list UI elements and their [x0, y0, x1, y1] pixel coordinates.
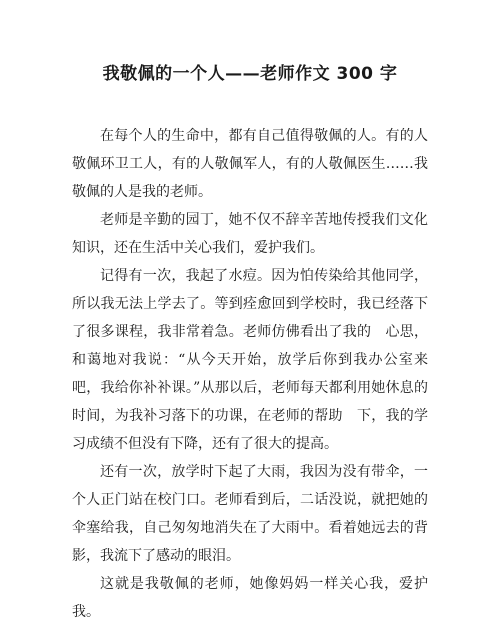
- paragraph-conclusion: 这就是我敬佩的老师，她像妈妈一样关心我，爱护我。: [72, 576, 428, 620]
- paragraph-rain-story: 还有一次，放学时下起了大雨，我因为没有带伞，一个人正门站在校门口。老师看到后，二话没说，就把她的伞塞给我，自己匆匆地消失在了大雨中。看着她远去的背影，我流下了感动的眼泪。: [72, 464, 428, 564]
- paragraph-intro: 在每个人的生命中，都有自己值得敬佩的人。有的人敬佩环卫工人，有的人敬佩军人，有的人敬佩医生……我敬佩的人是我的老师。: [72, 128, 428, 200]
- paragraph-chickenpox-story: 记得有一次，我起了水痘。因为怕传染给其他同学，所以我无法上学去了。等到痊愈回到学校时，我已经落下了很多课程，我非常着急。老师仿佛看出了我的 心思，和蔼地对我说：“从今天开始，放学后你到我办公室来吧，我给你补补课。”从那以后，老师每天都利用她休息的时间，为我补习落下的功课，在老师的帮助 下，我的学习成绩不但没有下降，还有了很大的提高。: [72, 268, 428, 452]
- paragraph-teacher-gardener: 老师是辛勤的园丁，她不仅不辞辛苦地传授我们文化知识，还在生活中关心我们，爱护我们。: [72, 212, 428, 256]
- document-title: 我敬佩的一个人——老师作文 300 字: [102, 64, 398, 84]
- document-body: [72, 122, 428, 626]
